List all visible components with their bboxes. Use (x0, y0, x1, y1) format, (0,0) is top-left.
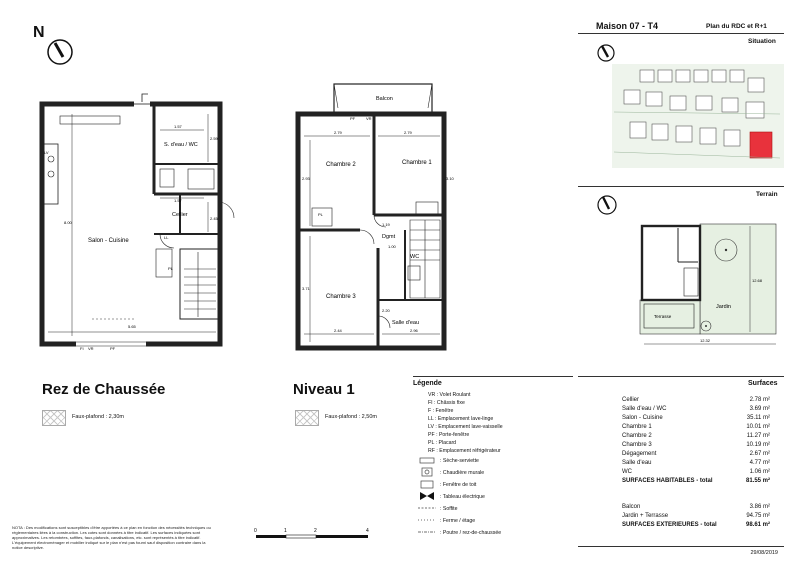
surface-value: 94.75 m² (746, 513, 770, 519)
legend-item: : Soffite (440, 506, 458, 512)
legend-item: F : Fenêtre (428, 408, 454, 414)
footer-divider (578, 546, 784, 547)
total-exterior-label: SURFACES EXTERIEURES - total (622, 522, 717, 528)
ground-floor-title: Rez de Chaussée (42, 381, 166, 398)
dim-label: 2.44 (334, 328, 342, 333)
surface-value: 4.77 m² (749, 460, 770, 466)
code-label-ll: LL (164, 235, 169, 240)
dim-label: 3.71 (302, 286, 310, 291)
false-ceiling-swatch (42, 410, 66, 426)
code-label-vr: VR (366, 116, 372, 121)
code-label-fi: FI (80, 346, 84, 351)
surface-label: WC (622, 469, 632, 475)
disclaimer-note: NOTA : Des modifications sont susceptibles d'être apportées à ce plan en fonction des nécessités techniques ou réglementaires liées à la construction. Les cotes sont données à titre indicatif. Les surfaces indiquées sont approximatives. Les retombées, soffites, faux-plafonds, canalisations, etc. sont représentés à titre indicatif. L'équipement électroménager et mobilier indiqué sur le plan n'est pas fourni sauf disposition contraire dans la notice descriptive. (12, 525, 211, 550)
dim-label: 8.00 (64, 220, 72, 225)
surface-value: 2.67 m² (749, 451, 770, 457)
surface-value: 1.06 m² (749, 469, 770, 475)
legend-item: RF : Emplacement réfrigérateur (428, 448, 501, 454)
dim-label: 12.32 (700, 338, 711, 343)
north-arrow-icon (596, 194, 618, 216)
legend-item: : Poutre / rez-de-chaussée (440, 530, 502, 536)
scale-bar (250, 524, 380, 546)
ground-false-ceiling: Faux-plafond : 2,30m (72, 414, 124, 420)
situation-label: Situation (748, 38, 776, 45)
header-divider (578, 33, 784, 34)
legend-item: FI : Châssis fixe (428, 400, 465, 406)
dim-label: 2.93 (302, 176, 310, 181)
scale-label: 0 (254, 528, 257, 534)
dim-label: 1.19 (382, 222, 390, 227)
code-label-pf: PF (110, 346, 116, 351)
first-floor-plan (290, 80, 454, 358)
house-title: Maison 07 - T4 (596, 21, 659, 31)
surface-label: Balcon (622, 504, 641, 510)
legend-item: : Ferme / étage (440, 518, 476, 524)
dim-label: 12.68 (752, 278, 763, 283)
dim-label: 3.10 (446, 176, 454, 181)
room-label-bed1: Chambre 1 (402, 160, 432, 166)
boiler-icon (422, 468, 432, 476)
terrain-plan (630, 222, 780, 352)
dim-label: 2.79 (404, 130, 412, 135)
legend-item: LV : Emplacement lave-vaisselle (428, 424, 503, 430)
legend-divider (413, 376, 573, 377)
legend-item: : Sèche-serviette (440, 458, 479, 464)
towel-dryer-icon (420, 458, 434, 463)
surface-label: Jardin + Terrasse (622, 513, 669, 519)
total-habitable-value: 81.55 m² (745, 478, 770, 484)
north-arrow-icon (46, 38, 74, 66)
surface-label: Chambre 1 (622, 424, 652, 430)
surface-value: 10.19 m² (746, 442, 770, 448)
terrain-label: Terrain (756, 191, 778, 198)
surfaces-divider (578, 376, 784, 377)
room-label-wc: WC (410, 254, 420, 260)
dim-label: 1.57 (174, 124, 182, 129)
roof-window-icon (421, 481, 433, 488)
highlighted-lot (750, 132, 772, 158)
dim-label: 2.79 (334, 130, 342, 135)
dim-label: 1.57 (174, 198, 182, 203)
terrain-divider (578, 186, 784, 187)
code-label-lv: LV (44, 150, 49, 155)
dim-label: 1.00 (388, 244, 396, 249)
date-label: 29/08/2019 (750, 550, 778, 556)
surface-value: 3.69 m² (749, 406, 770, 412)
room-label-cellar: Cellier (172, 212, 188, 218)
scale-label: 1 (284, 528, 287, 534)
surface-label: Salon - Cuisine (622, 415, 663, 421)
surface-label: Chambre 2 (622, 433, 652, 439)
code-label-vr: VR (88, 346, 94, 351)
total-habitable-label: SURFACES HABITABLES - total (622, 478, 713, 484)
legend-item: : Chaudière murale (440, 470, 485, 476)
terrace-label: Terrasse (654, 314, 672, 319)
surface-label: Chambre 3 (622, 442, 652, 448)
surface-label: Salle d'eau / WC (622, 406, 667, 412)
room-label-bed3: Chambre 3 (326, 294, 356, 300)
surface-value: 10.01 m² (746, 424, 770, 430)
surface-label: Dégagement (622, 451, 657, 457)
north-arrow-icon (596, 43, 616, 63)
dim-label: 2.45 (210, 216, 218, 221)
dim-label: 2.96 (410, 328, 418, 333)
legend-item: PF : Porte-fenêtre (428, 432, 470, 438)
plan-subtitle: Plan du RDC et R+1 (706, 23, 767, 30)
dim-label: 5.65 (128, 324, 136, 329)
legend-item: LL : Emplacement lave-linge (428, 416, 494, 422)
situation-map (610, 62, 786, 172)
legend-symbols (412, 456, 440, 540)
room-label-balcony: Balcon (376, 96, 393, 102)
first-floor-title: Niveau 1 (293, 381, 355, 398)
electric-panel-icon (420, 492, 434, 500)
dim-label: 2.20 (382, 308, 390, 313)
false-ceiling-swatch (295, 410, 319, 426)
surfaces-title: Surfaces (748, 380, 778, 387)
legend-title: Légende (413, 380, 442, 387)
room-label-bath: Salle d'eau (392, 320, 420, 326)
surface-value: 3.86 m² (749, 504, 770, 510)
room-label-shower: S. d'eau / WC (164, 142, 198, 148)
surface-label: Cellier (622, 397, 640, 403)
code-label-pl: PL (168, 266, 173, 271)
legend-item: PL : Placard (428, 440, 457, 446)
legend-item: : Tableau électrique (440, 494, 485, 500)
room-label-bed2: Chambre 2 (326, 162, 356, 168)
dim-label: 2.59 (210, 136, 218, 141)
surface-value: 35.11 m² (746, 415, 770, 421)
room-label-hall: Dgmt (382, 234, 396, 240)
surface-value: 2.78 m² (749, 397, 770, 403)
room-label-living: Salon - Cuisine (88, 238, 129, 244)
surface-label: Salle d'eau (622, 460, 652, 466)
scale-label: 2 (314, 528, 317, 534)
scale-label: 4 (366, 528, 369, 534)
total-exterior-value: 98.61 m² (745, 522, 770, 528)
ground-floor-plan (36, 74, 242, 358)
code-label-pl: PL (318, 212, 323, 217)
first-false-ceiling: Faux-plafond : 2,50m (325, 414, 377, 420)
garden-label: Jardin (716, 304, 731, 310)
north-label: N (33, 24, 45, 41)
legend-item: VR : Volet Roulant (428, 392, 471, 398)
legend-item: : Fenêtre de toit (440, 482, 477, 488)
code-label-pf: PF (350, 116, 356, 121)
surface-value: 11.27 m² (746, 433, 770, 439)
